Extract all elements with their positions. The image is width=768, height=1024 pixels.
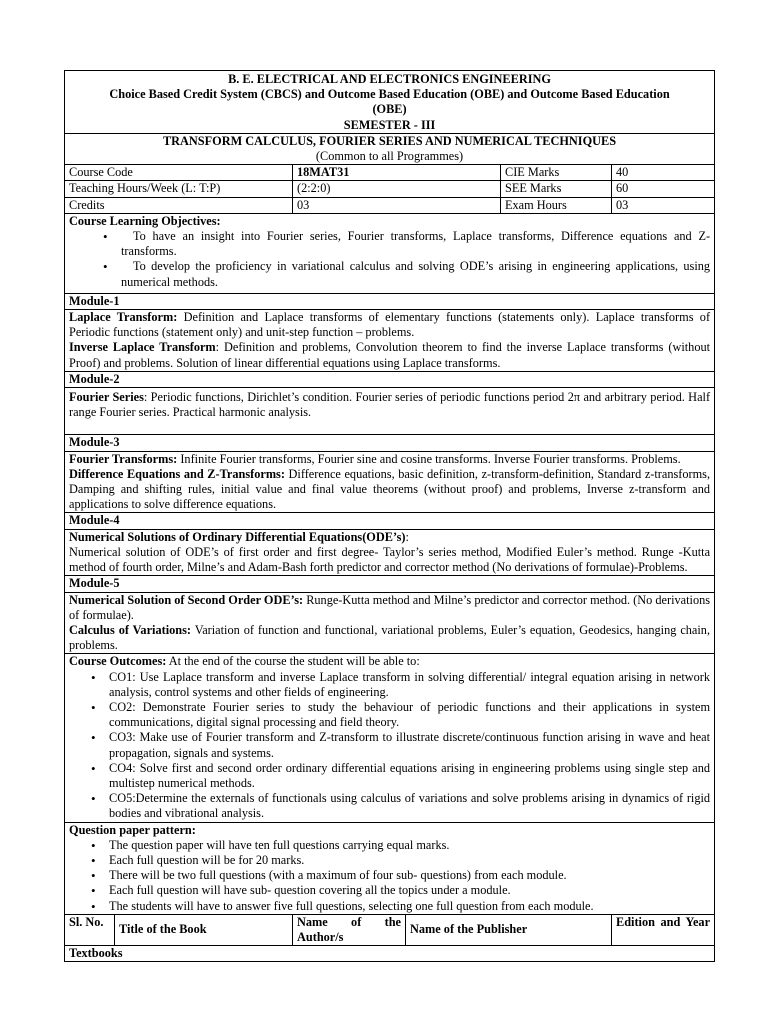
textbooks-section: Textbooks xyxy=(65,946,715,962)
col-author: Name of the Author/s xyxy=(293,914,406,945)
outcomes-row xyxy=(65,654,715,822)
info-label: Credits xyxy=(65,197,293,213)
module-4-title: Module-4 xyxy=(65,513,715,529)
list-item: • CO3: Make use of Fourier transform and Z-transform to illustrate discrete/continuous function arising in wave and heat propagation, signals and systems. xyxy=(109,730,710,760)
header-row xyxy=(65,71,715,134)
course-common: (Common to all Programmes) xyxy=(315,149,464,164)
module-body-row xyxy=(65,451,715,513)
col-sl: Sl. No. xyxy=(65,914,115,945)
module-title-row xyxy=(65,293,715,309)
info-row xyxy=(65,181,715,197)
module-paragraph: Inverse Laplace Transform: Definition and problems, Convolution theorem to find the inverse Laplace transforms (without Proof) and problems. Solution of linear differential equations using Laplace transforms. xyxy=(69,340,711,370)
textbooks-row xyxy=(65,946,715,962)
pattern-row xyxy=(65,822,715,914)
module-body-row xyxy=(65,310,715,372)
info-label: Course Code xyxy=(65,165,293,181)
list-item: • CO1: Use Laplace transform and inverse Laplace transform in solving differential/ integral equation arising in network analysis, control systems and other fields of engineering. xyxy=(109,670,710,700)
info-label: Teaching Hours/Week (L: T:P) xyxy=(65,181,293,197)
module-paragraph: Fourier Series: Periodic functions, Dirichlet’s condition. Fourier series of periodic functions period 2π and arbitrary period. Half range Fourier series. Practical harmonic analysis. xyxy=(69,390,711,420)
list-item: • CO5:Determine the externals of functionals using calculus of variations and solve problems arising in dynamics of rigid bodies and vibrational analysis. xyxy=(109,791,710,821)
module-paragraph: Fourier Transforms: Infinite Fourier transforms, Fourier sine and cosine transforms. Inverse Fourier transforms. Problems. xyxy=(69,451,681,466)
pattern-heading: Question paper pattern: xyxy=(69,822,196,837)
books-header-row xyxy=(65,914,715,945)
info-label2: SEE Marks xyxy=(501,181,612,197)
list-item: • Each full question will have sub- question covering all the topics under a module. xyxy=(109,883,710,898)
module-body-row xyxy=(65,529,715,576)
info-value2: 03 xyxy=(612,197,715,213)
module-title-row xyxy=(65,576,715,592)
info-label2: Exam Hours xyxy=(501,197,612,213)
course-title-row xyxy=(65,133,715,164)
objectives-heading: Course Learning Objectives: xyxy=(69,213,221,228)
list-item: • Each full question will be for 20 marks. xyxy=(109,853,710,868)
list-item: • There will be two full questions (with a maximum of four sub- questions) from each module. xyxy=(109,868,710,883)
list-item: • The question paper will have ten full questions carrying equal marks. xyxy=(109,838,710,853)
semester-label: SEMESTER - III xyxy=(343,117,436,132)
module-body-row xyxy=(65,592,715,654)
module-2-title: Module-2 xyxy=(65,371,715,387)
list-item: • The students will have to answer five full questions, selecting one full question from each module. xyxy=(109,899,710,914)
module-paragraph: Laplace Transform: Definition and Laplace transforms of elementary functions (statements only). Laplace transforms of Periodic functions (statement only) and unit-step function – problems. xyxy=(69,310,711,340)
outcomes-intro: Course Outcomes: At the end of the course the student will be able to: xyxy=(69,654,420,669)
outcomes-heading: Course Outcomes: xyxy=(69,654,167,669)
module-5-title: Module-5 xyxy=(65,576,715,592)
module-3-title: Module-3 xyxy=(65,435,715,451)
col-edition: Edition and Year xyxy=(612,914,715,945)
syllabus-page xyxy=(64,70,714,962)
info-value: 18MAT31 xyxy=(293,165,501,181)
list-item: • CO2: Demonstrate Fourier series to study the behaviour of periodic functions and their applications in system communications, digital signal processing and field theory. xyxy=(109,700,710,730)
info-value2: 40 xyxy=(612,165,715,181)
pattern-list xyxy=(69,838,710,914)
info-value: 03 xyxy=(293,197,501,213)
module-paragraph: Numerical solution of ODE’s of first order and first degree- Taylor’s series method, Modified Euler’s method. Runge -Kutta method of fourth order, Milne’s and Adam-Bash forth predictor and corrector method (No derivations of formulae)-Problems. xyxy=(69,544,711,575)
module-title-row xyxy=(65,435,715,451)
module-paragraph: Difference Equations and Z-Transforms: Difference equations, basic definition, z-transform-definition, Standard z-transforms, Damping and shifting rules, initial value and final value theorems (without proof) and problems, Inverse z-transform and applications to solve difference equations. xyxy=(69,466,711,512)
info-label2: CIE Marks xyxy=(501,165,612,181)
module-1-title: Module-1 xyxy=(65,293,715,309)
module-paragraph: Numerical Solutions of Ordinary Differential Equations(ODE’s): xyxy=(69,529,409,544)
list-item: • To have an insight into Fourier series, Fourier transforms, Laplace transforms, Difference equations and Z-transforms. xyxy=(121,229,710,259)
objectives-row xyxy=(65,213,715,293)
scheme-name: Choice Based Credit System (CBCS) and Outcome Based Education (OBE) and Outcome Based Education (OBE) xyxy=(109,87,670,117)
info-value2: 60 xyxy=(612,181,715,197)
program-name: B. E. ELECTRICAL AND ELECTRONICS ENGINEERING xyxy=(228,72,551,86)
module-title-row xyxy=(65,371,715,387)
syllabus-table xyxy=(64,70,715,962)
module-title-row xyxy=(65,513,715,529)
list-item: • CO4: Solve first and second order ordinary differential equations arising in engineering problems using single step and multistep numerical methods. xyxy=(109,761,710,791)
info-value: (2:2:0) xyxy=(293,181,501,197)
list-item: • To develop the proficiency in variational calculus and solving ODE’s arising in engineering applications, using numerical methods. xyxy=(121,259,710,289)
info-row xyxy=(65,165,715,181)
course-title: TRANSFORM CALCULUS, FOURIER SERIES AND NUMERICAL TECHNIQUES xyxy=(162,133,617,148)
col-publisher: Name of the Publisher xyxy=(406,914,612,945)
module-paragraph: Calculus of Variations: Variation of function and functional, variational problems, Euler’s equation, Geodesics, hanging chain, problems. xyxy=(69,622,711,653)
objectives-list xyxy=(69,229,710,290)
outcomes-list xyxy=(69,670,710,822)
col-title: Title of the Book xyxy=(115,914,293,945)
module-body-row xyxy=(65,388,715,435)
info-row xyxy=(65,197,715,213)
module-paragraph: Numerical Solution of Second Order ODE’s: Runge-Kutta method and Milne’s predictor and corrector method. (No derivations of formulae). xyxy=(69,592,711,622)
